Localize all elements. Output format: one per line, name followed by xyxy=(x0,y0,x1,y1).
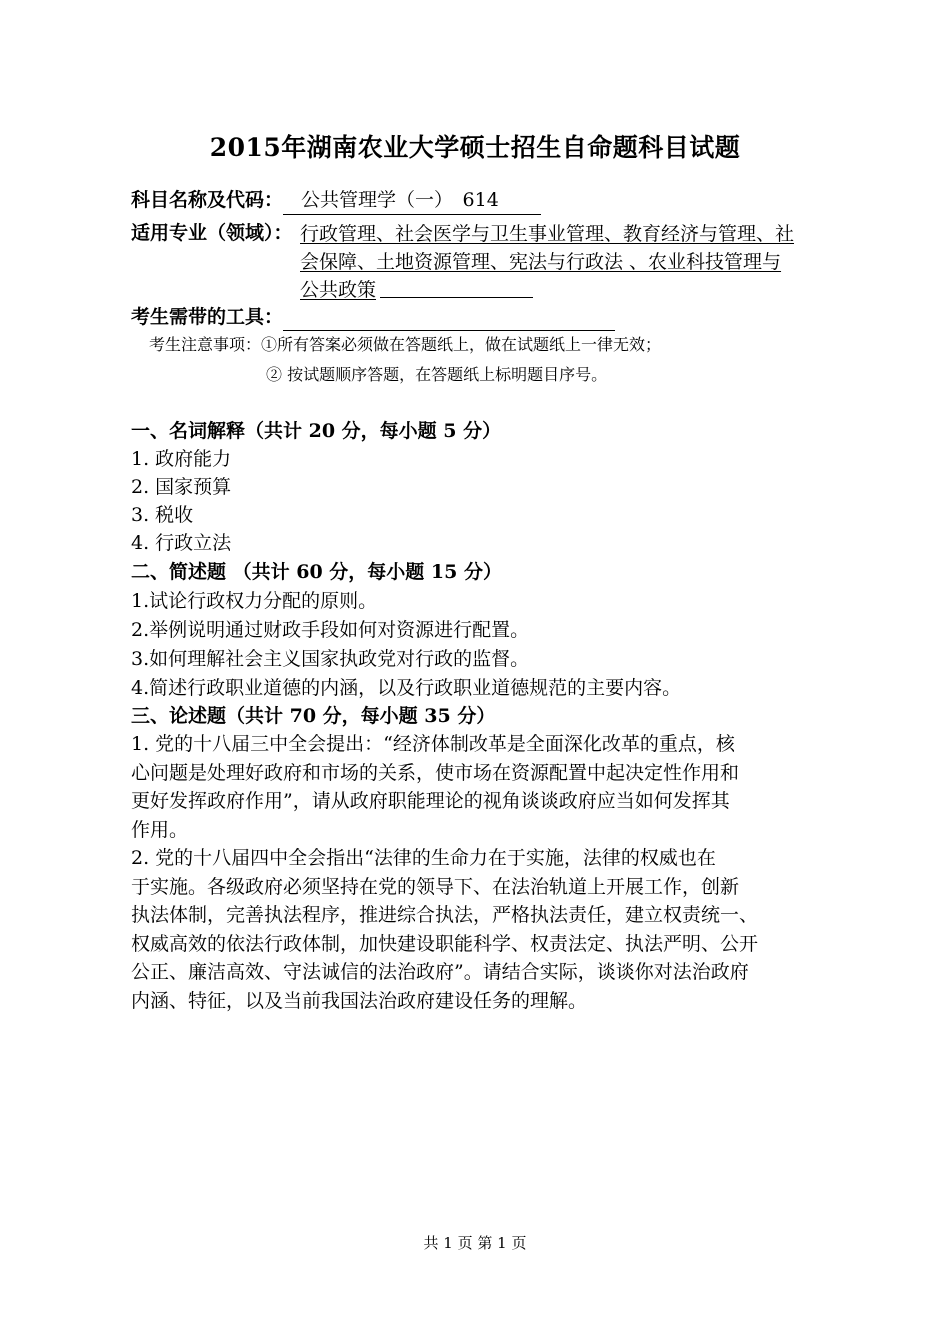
section3-heading: 三、论述题（共计 70 分，每小题 35 分） xyxy=(131,705,496,727)
section3-question-1 xyxy=(131,730,826,844)
page-title: 2015年湖南农业大学硕士招生自命题科目试题 xyxy=(209,133,741,162)
section3-question-2 xyxy=(131,844,826,1015)
paragraph-line: 于实施。各级政府必须坚持在党的领导下、在法治轨道上开展工作，创新 xyxy=(131,875,740,898)
section1-item: 1. 政府能力 xyxy=(131,448,232,470)
paragraph-line: 公正、廉洁高效、守法诚信的法治政府”。请结合实际，谈谈你对法治政府 xyxy=(131,961,749,983)
tools-label: 考生需带的工具： xyxy=(131,306,284,328)
paragraph-line: 权威高效的依法行政体制，加快建设职能科学、权责法定、执法严明、公开 xyxy=(131,932,759,955)
notes-line-1 xyxy=(149,333,661,357)
notes-text-2: ② 按试题顺序答题，在答题纸上标明题目序号。 xyxy=(266,365,608,384)
section2-item: 3.如何理解社会主义国家执政党对行政的监督。 xyxy=(131,648,530,670)
tools-row xyxy=(131,303,615,331)
major-line: 公共政策 xyxy=(300,279,377,301)
paragraph-line: 内涵、特征，以及当前我国法治政府建设任务的理解。 xyxy=(131,989,588,1012)
paragraph-line: 执法体制，完善执法程序，推进综合执法，严格执法责任，建立权责统一、 xyxy=(131,904,759,926)
section2-heading: 二、简述题 （共计 60 分，每小题 15 分） xyxy=(131,561,502,583)
page-footer: 共 1 页 第 1 页 xyxy=(423,1234,527,1252)
major-value xyxy=(300,220,825,304)
major-underline-extension xyxy=(380,297,533,298)
paragraph-line: 更好发挥政府作用”，请从政府职能理论的视角谈谈政府应当如何发挥其 xyxy=(131,790,730,812)
paragraph-line: 作用。 xyxy=(131,818,189,841)
notes-label: 考生注意事项： xyxy=(149,335,262,354)
section1-heading: 一、名词解释（共计 20 分，每小题 5 分） xyxy=(131,420,502,442)
section2-item: 2.举例说明通过财政手段如何对资源进行配置。 xyxy=(131,619,530,641)
subject-label: 科目名称及代码： xyxy=(131,189,284,211)
subject-value: 公共管理学（一） 614 xyxy=(283,186,541,215)
section2-item: 1.试论行政权力分配的原则。 xyxy=(131,590,378,612)
major-label: 适用专业（领域）： xyxy=(131,222,293,244)
notes-text-1: ①所有答案必须做在答题纸上，做在试题纸上一律无效； xyxy=(261,335,662,354)
subject-row xyxy=(131,186,541,215)
paragraph-line: 2. 党的十八届四中全会指出“法律的生命力在于实施，法律的权威也在 xyxy=(131,847,716,869)
tools-value xyxy=(283,308,615,331)
paragraph-line: 1. 党的十八届三中全会提出：“经济体制改革是全面深化改革的重点，核 xyxy=(131,733,735,755)
paragraph-line: 心问题是处理好政府和市场的关系，使市场在资源配置中起决定性作用和 xyxy=(131,761,740,784)
section1-item: 4. 行政立法 xyxy=(131,532,232,554)
major-line: 行政管理、社会医学与卫生事业管理、教育经济与管理、社 xyxy=(300,223,795,245)
section1-item: 3. 税收 xyxy=(131,504,194,526)
major-line: 会保障、土地资源管理、宪法与行政法 、农业科技管理与 xyxy=(300,251,782,273)
section2-item: 4.简述行政职业道德的内涵，以及行政职业道德规范的主要内容。 xyxy=(131,677,682,699)
section1-item: 2. 国家预算 xyxy=(131,476,232,498)
